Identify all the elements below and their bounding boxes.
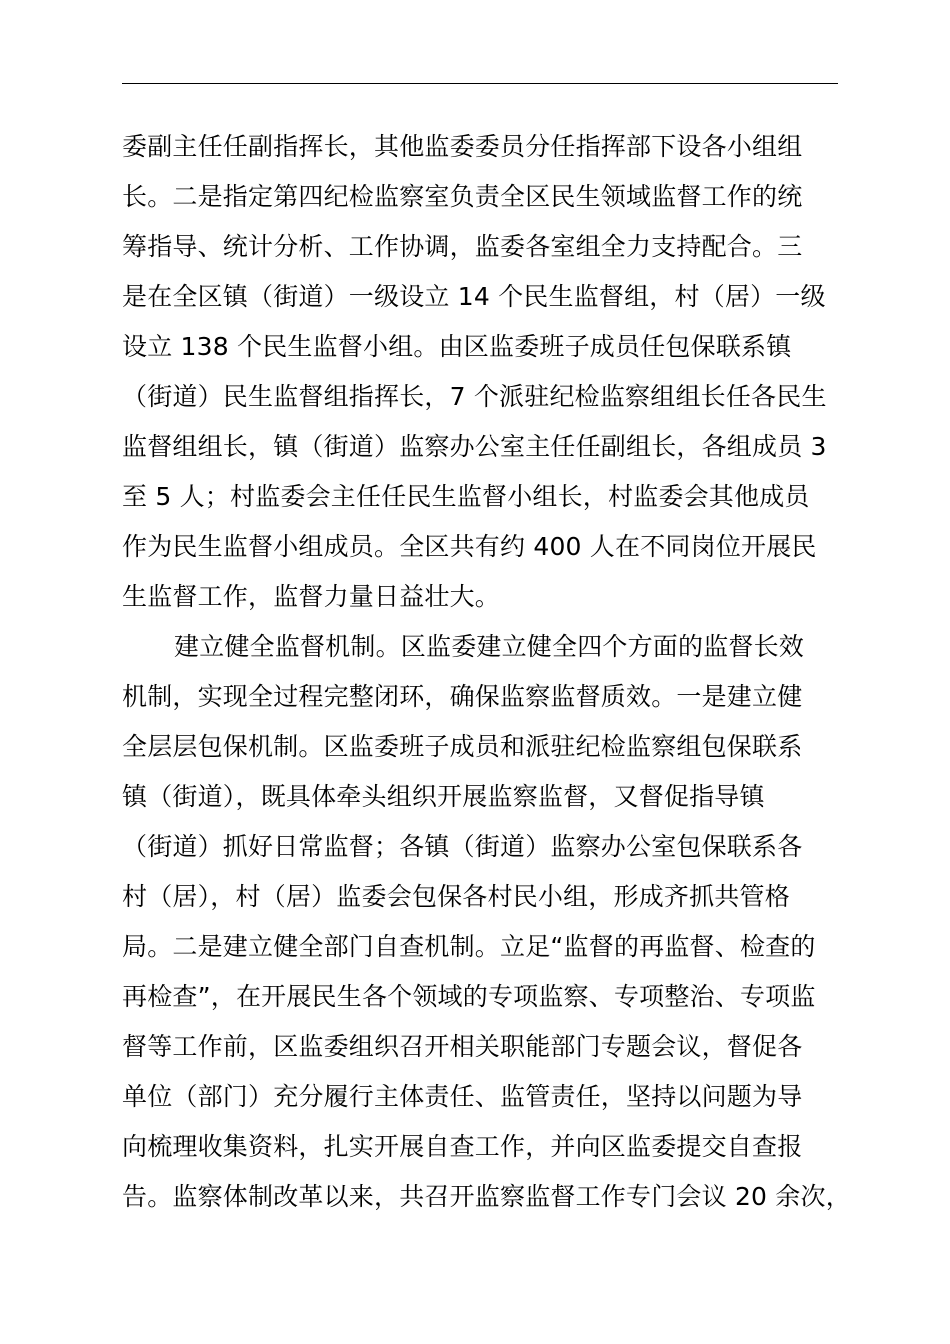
paragraph-heading-line: 建立健全监督机制。区监委建立健全四个方面的监督长效 <box>174 632 805 661</box>
text-line: 设立 138 个民生监督小组。由区监委班子成员任包保联系镇 <box>122 332 792 361</box>
text-line: 督等工作前，区监委组织召开相关职能部门专题会议，督促各 <box>122 1032 803 1061</box>
text-line: 村（居），村（居）监委会包保各村民小组，形成齐抓共管格 <box>122 882 790 911</box>
text-line: 至 5 人；村监委会主任任民生监督小组长，村监委会其他成员 <box>122 482 810 511</box>
text-line: 告。监察体制改革以来，共召开监察监督工作专门会议 20 余次， <box>122 1182 851 1211</box>
text-line: 是在全区镇（街道）一级设立 14 个民生监督组，村（居）一级 <box>122 282 826 311</box>
text-line: 监督组组长，镇（街道）监察办公室主任任副组长，各组成员 3 <box>122 432 827 461</box>
text-line: （街道）民生监督组指挥长，7 个派驻纪检监察组组长任各民生 <box>122 382 827 411</box>
text-line: 筹指导、统计分析、工作协调，监委各室组全力支持配合。三 <box>122 232 803 261</box>
header-rule <box>122 83 838 84</box>
text-line: 局。二是建立健全部门自查机制。立足“监督的再监督、检查的 <box>122 932 816 961</box>
text-line: 长。二是指定第四纪检监察室负责全区民生领域监督工作的统 <box>122 182 803 211</box>
text-line: 委副主任任副指挥长，其他监委委员分任指挥部下设各小组组 <box>122 132 803 161</box>
text-line: 机制，实现全过程完整闭环，确保监察监督质效。一是建立健 <box>122 682 803 711</box>
text-line: 全层层包保机制。区监委班子成员和派驻纪检监察组包保联系 <box>122 732 803 761</box>
text-line: 生监督工作，监督力量日益壮大。 <box>122 582 501 611</box>
text-line: （街道）抓好日常监督；各镇（街道）监察办公室包保联系各 <box>122 832 803 861</box>
text-line: 镇（街道），既具体牵头组织开展监察监督，又督促指导镇 <box>122 782 765 811</box>
text-line: 再检查”，在开展民生各个领域的专项监察、专项整治、专项监 <box>122 982 816 1011</box>
text-line: 单位（部门）充分履行主体责任、监管责任，坚持以问题为导 <box>122 1082 803 1111</box>
text-line: 向梳理收集资料，扎实开展自查工作，并向区监委提交自查报 <box>122 1132 803 1161</box>
text-line: 作为民生监督小组成员。全区共有约 400 人在不同岗位开展民 <box>122 532 817 561</box>
